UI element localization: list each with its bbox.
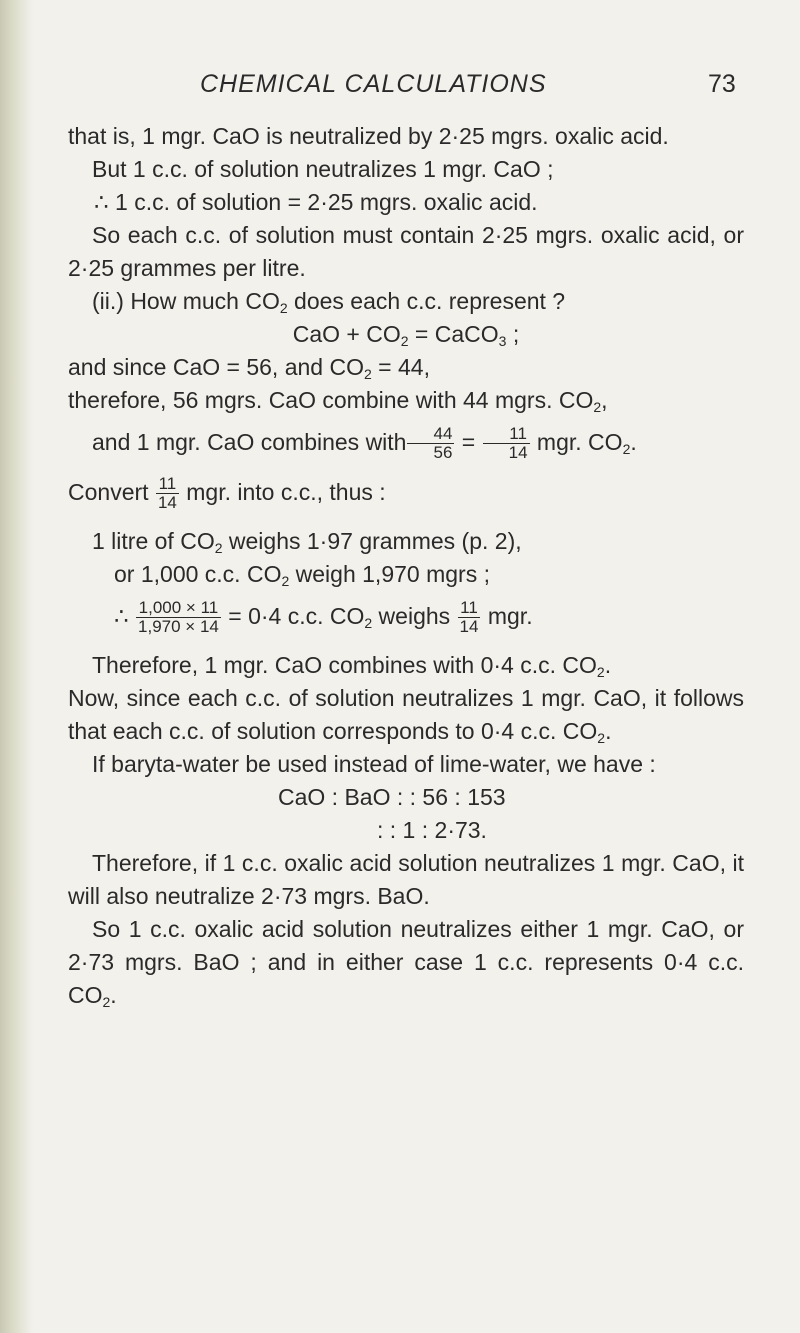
paragraph: that is, 1 mgr. CaO is neutralized by 2·25 mgrs. oxalic acid.: [68, 123, 669, 149]
text: and 1 mgr. CaO combines with: [92, 429, 407, 455]
paragraph: ∴ 1 c.c. of solution = 2·25 mgrs. oxalic acid.: [94, 189, 538, 215]
text: weigh 1,970 mgrs ;: [289, 561, 490, 587]
page-header: [0, 70, 800, 110]
subscript: 3: [498, 333, 507, 349]
subscript: 2: [596, 664, 605, 680]
text: .: [110, 982, 117, 1008]
running-head: CHEMICAL CALCULATIONS: [200, 70, 547, 98]
text: and since CaO = 56, and CO: [68, 354, 364, 380]
paragraph: [68, 913, 744, 1012]
paragraph: [68, 417, 744, 467]
ratio-line: : : 1 : 2·73.: [377, 817, 487, 843]
text: mgr.: [481, 603, 533, 629]
text: = 0·4 c.c. CO: [221, 603, 365, 629]
denominator: 14: [157, 493, 177, 513]
text: .: [604, 652, 612, 678]
text: (ii.) How much CO: [92, 288, 280, 314]
text: weighs: [372, 603, 451, 629]
page-edge-shadow: [0, 0, 34, 1333]
subscript: 2: [597, 730, 606, 746]
denominator: 1,970 × 14: [138, 617, 219, 637]
text: Convert: [68, 479, 149, 505]
subscript: 2: [279, 300, 288, 316]
text: Therefore, 1 mgr. CaO combines with 0·4 c.c. CO: [92, 652, 597, 678]
subscript: 2: [622, 441, 631, 457]
subscript: 2: [363, 366, 372, 382]
subscript: 2: [364, 615, 373, 631]
fraction: [136, 599, 221, 636]
spacer: [68, 517, 744, 525]
text: therefore, 56 mgrs. CaO combine with 44 mgrs. CO: [68, 387, 594, 413]
paragraph: [68, 649, 744, 682]
text: weighs 1·97 grammes (p. 2),: [222, 528, 522, 554]
paragraph: [68, 682, 744, 748]
subscript: 2: [400, 333, 409, 349]
text: ,: [601, 387, 608, 413]
denominator: 56: [433, 443, 453, 463]
text: .: [630, 429, 637, 455]
paragraph: But 1 c.c. of solution neutralizes 1 mgr. CaO ;: [92, 156, 554, 182]
text: = CaCO: [408, 321, 499, 347]
spacer: [68, 641, 744, 649]
paragraph: If baryta-water be used instead of lime-water, we have :: [92, 751, 656, 777]
text: 1 litre of CO: [92, 528, 215, 554]
fraction: [483, 425, 530, 462]
paragraph: So each c.c. of solution must contain 2·25 mgrs. oxalic acid, or 2·25 grammes per litre.: [68, 222, 744, 281]
paragraph: [68, 285, 744, 318]
text: .: [605, 718, 612, 744]
denominator: 14: [508, 443, 528, 463]
page-number: 73: [708, 70, 736, 98]
body-text: [68, 120, 744, 1012]
paragraph: Therefore, if 1 c.c. oxalic acid solution neutralizes 1 mgr. CaO, it will also neutralize 2·73 mgrs. BaO.: [68, 850, 744, 909]
text: or 1,000 c.c. CO: [114, 561, 282, 587]
text: So 1 c.c. oxalic acid solution neutralizes either 1 mgr. CaO, or 2·73 mgrs. BaO ; and in either case 1 c.c. represents 0·4 c.c. CO: [68, 916, 744, 1008]
denominator: 14: [459, 617, 479, 637]
subscript: 2: [214, 540, 223, 556]
paragraph: [68, 384, 744, 417]
text: ∴: [114, 603, 129, 629]
fraction: [458, 599, 481, 636]
subscript: 2: [281, 573, 290, 589]
numerator: 11: [483, 425, 530, 444]
text: does each c.c. represent ?: [287, 288, 566, 314]
numerator: 44: [407, 425, 454, 444]
ratio-line: CaO : BaO : : 56 : 153: [278, 784, 506, 810]
text: ;: [506, 321, 520, 347]
paragraph: [68, 467, 744, 517]
text: mgr. CO: [530, 429, 623, 455]
numerator: 1,000 × 11: [136, 599, 221, 618]
equation: [68, 591, 744, 641]
paragraph: [68, 351, 744, 384]
text: mgr. into c.c., thus :: [179, 479, 386, 505]
paragraph: [68, 558, 744, 591]
subscript: 2: [593, 399, 602, 415]
equation: [68, 318, 744, 351]
text: = 44,: [371, 354, 430, 380]
numerator: 11: [458, 599, 481, 618]
text: CaO + CO: [292, 321, 401, 347]
fraction: [407, 425, 454, 462]
numerator: 11: [156, 475, 179, 494]
subscript: 2: [102, 994, 111, 1010]
paragraph: [68, 525, 744, 558]
text: Now, since each c.c. of solution neutralizes 1 mgr. CaO, it follows that each c.c. of solution corresponds to 0·4 c.c. CO: [68, 685, 744, 744]
text: =: [455, 429, 482, 455]
fraction: [156, 475, 179, 512]
